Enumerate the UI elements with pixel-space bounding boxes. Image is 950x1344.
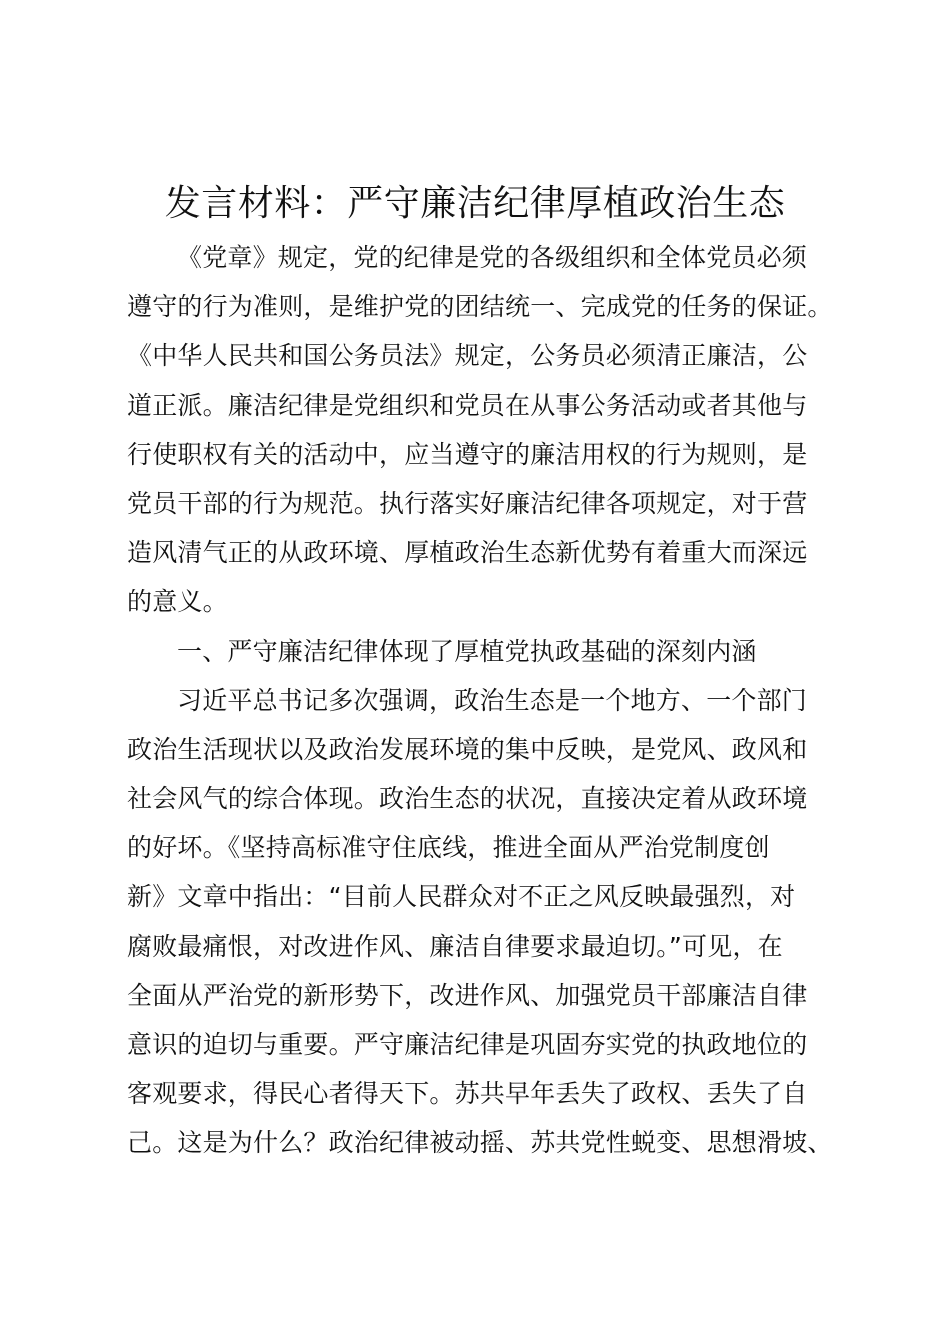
paragraph-line: 的意义。 (127, 587, 228, 617)
paragraph-line: 行使职权有关的活动中，应当遵守的廉洁用权的行为规则，是 (127, 439, 808, 469)
paragraph-line: 《中华人民共和国公务员法》规定，公务员必须清正廉洁，公 (127, 341, 808, 371)
paragraph-line: 《党章》规定，党的纪律是党的各级组织和全体党员必须 (177, 243, 808, 272)
document-title: 发言材料：严守廉洁纪律厚植政治生态 (164, 183, 786, 224)
paragraph-line: 政治生活现状以及政治发展环境的集中反映，是党风、政风和 (127, 734, 808, 764)
section-heading: 一、严守廉洁纪律体现了厚植党执政基础的深刻内涵 (177, 636, 757, 666)
paragraph-line: 造风清气正的从政环境、厚植政治生态新优势有着重大而深远 (127, 538, 808, 568)
paragraph-line: 客观要求，得民心者得天下。苏共早年丢失了政权、丢失了自 (127, 1079, 808, 1109)
paragraph-line: 党员干部的行为规范。执行落实好廉洁纪律各项规定，对于营 (127, 488, 808, 518)
paragraph-line: 社会风气的综合体现。政治生态的状况，直接决定着从政环境 (127, 784, 808, 814)
paragraph-line: 腐败最痛恨，对改进作风、廉洁自律要求最迫切。”可见，在 (127, 931, 783, 961)
paragraph-line: 的好坏。《坚持高标准守住底线，推进全面从严治党制度创 (127, 833, 770, 863)
paragraph-line: 习近平总书记多次强调，政治生态是一个地方、一个部门 (177, 685, 808, 715)
document-body (127, 233, 847, 1168)
paragraph-line: 道正派。廉洁纪律是党组织和党员在从事公务活动或者其他与 (127, 390, 808, 420)
paragraph-line: 新》文章中指出：“目前人民群众对不正之风反映最强烈，对 (127, 882, 796, 912)
paragraph-line: 遵守的行为准则，是维护党的团结统一、完成党的任务的保证。 (127, 292, 833, 322)
paragraph-line: 意识的迫切与重要。严守廉洁纪律是巩固夯实党的执政地位的 (127, 1030, 808, 1059)
paragraph-line: 全面从严治党的新形势下，改进作风、加强党员干部廉洁自律 (127, 980, 808, 1010)
paragraph-line: 己。这是为什么？政治纪律被动摇、苏共党性蜕变、思想滑坡、 (127, 1128, 833, 1158)
